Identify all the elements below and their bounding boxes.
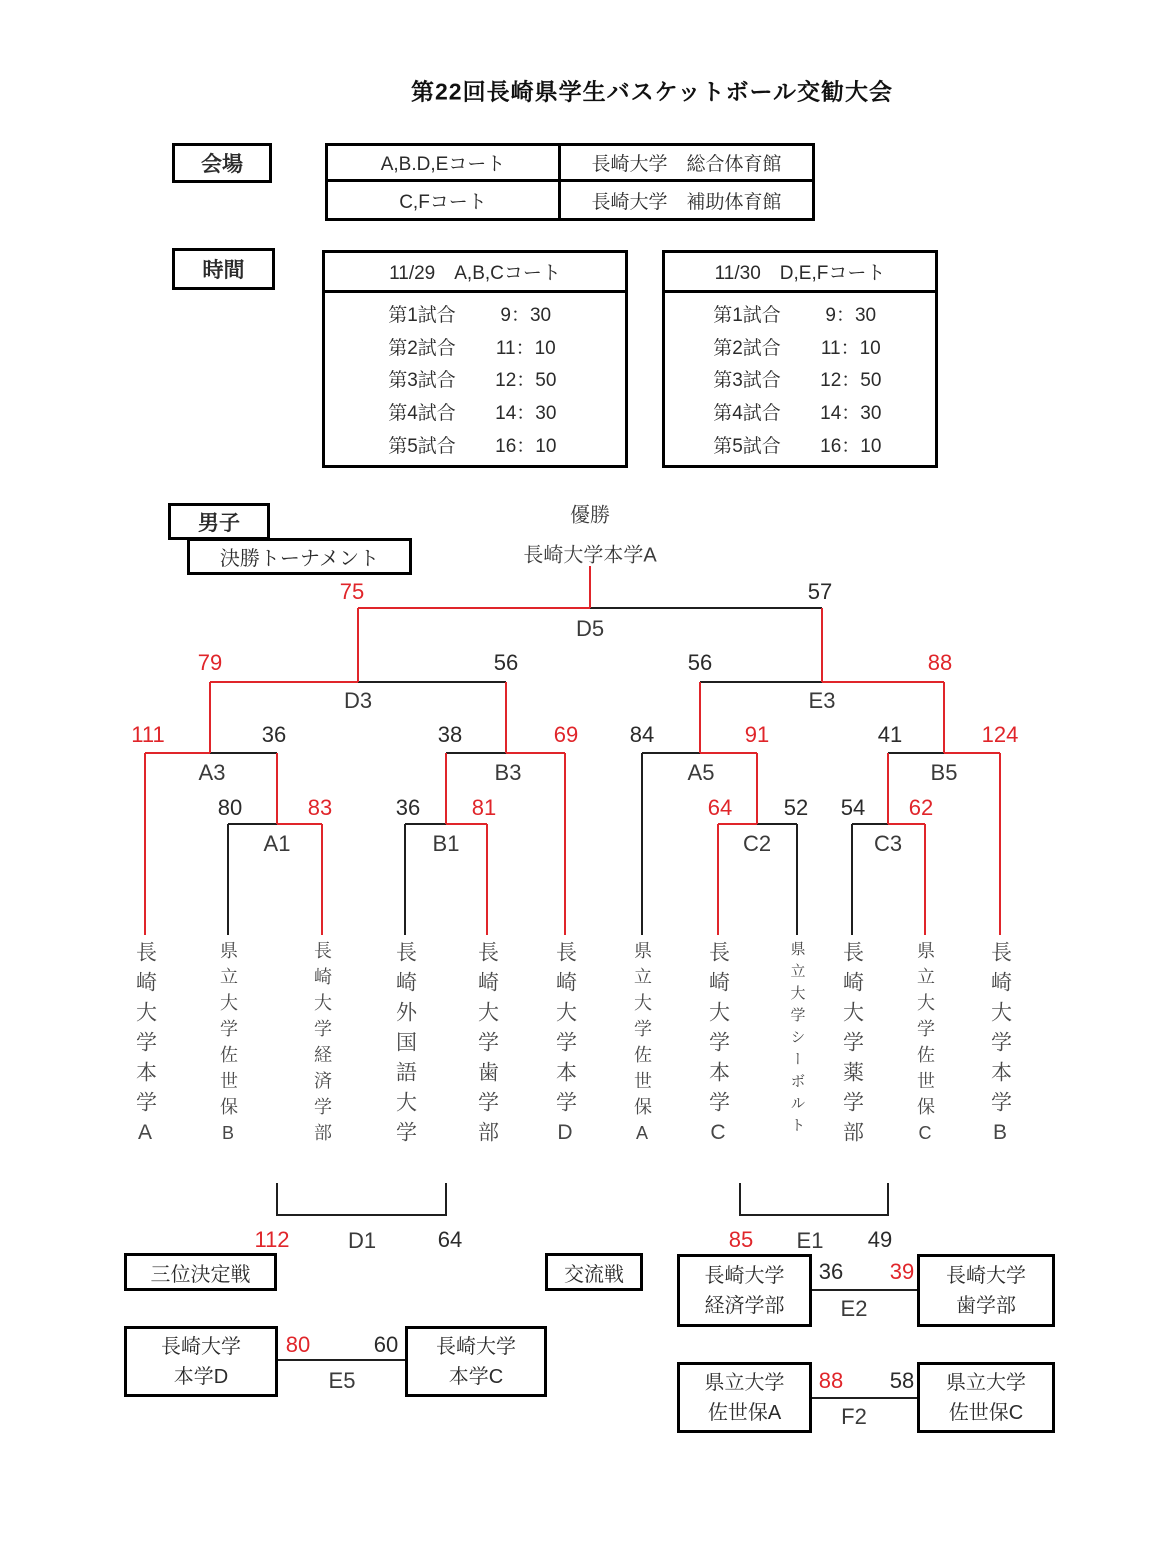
bracket-lines-red [145,566,1000,935]
score-d5-left: 75 [339,579,365,604]
team-name-6: 長崎大学本学D [553,941,577,1153]
game-time: 11：10 [495,337,556,359]
score-d3-left: 79 [197,650,223,675]
team-name-7: 県立大学佐世保A [632,941,652,1151]
team-name-2: 県立大学佐世保B [218,941,238,1151]
match-label-e2: E2 [840,1296,868,1321]
team-name-11: 県立大学佐世保C [915,941,935,1151]
team-line: 歯学部 [956,1294,1016,1317]
score-e3-left: 56 [687,650,713,675]
match-label-f2: F2 [841,1404,867,1429]
match-label-c3: C3 [873,831,903,856]
game-time: 12：50 [495,370,557,392]
venue-court-row2: C,Fコート [328,182,561,218]
game-time: 16：10 [820,436,882,458]
venue-place-row1: 長崎大学 総合体育館 [561,146,812,182]
team-line: 県立大学 [704,1371,785,1394]
score-a5-right: 91 [744,722,770,747]
match-label-e1: E1 [796,1228,824,1253]
score-c2-right: 52 [783,795,809,820]
game-label: 第2試合 [713,337,781,359]
score-d1-right: 64 [437,1227,463,1252]
team-line: 長崎大学 [161,1335,241,1358]
score-a5-left: 84 [629,722,655,747]
game-time: 9：30 [500,304,552,326]
exchange-e2-right-box [917,1254,1055,1327]
score-f2-right: 58 [889,1368,915,1393]
score-c3-left: 54 [840,795,866,820]
stage-box: 決勝トーナメント [187,538,412,575]
venue-court-row1: A,B.D,Eコート [328,146,561,182]
score-f2-left: 88 [818,1368,844,1393]
score-d5-right: 57 [807,579,833,604]
team-line: 本学D [173,1365,229,1388]
team-line: 長崎大学 [436,1335,516,1358]
third-place-left-box [124,1326,278,1397]
team-line: 佐世保C [948,1401,1024,1424]
score-a3-left: 111 [131,722,165,747]
score-b5-right: 124 [981,722,1019,747]
match-label-b5: B5 [930,760,958,785]
category-box: 男子 [168,503,270,540]
team-name-4: 長崎外国語大学 [393,941,417,1151]
third-place-heading: 三位決定戦 [124,1253,277,1291]
score-a1-left: 80 [217,795,243,820]
team-name-5: 長崎大学歯学部 [475,941,499,1151]
match-label-a5: A5 [687,760,715,785]
team-name-3: 長崎大学経済学部 [312,941,332,1149]
game-label: 第1試合 [388,304,456,326]
champion-team: 長崎大学本学A [523,544,657,567]
exchange-heading: 交流戦 [545,1253,643,1291]
score-e2-left: 36 [818,1259,844,1284]
match-label-a3: A3 [198,760,226,785]
match-label-e5: E5 [328,1368,356,1393]
third-place-right-box [405,1326,547,1397]
venue-place-row2: 長崎大学 補助体育館 [591,191,782,213]
match-label-b3: B3 [494,760,522,785]
match-label-c2: C2 [742,831,772,856]
team-name-8: 長崎大学本学C [706,941,730,1153]
team-line: 本学C [448,1365,504,1388]
team-name-10: 長崎大学薬学部 [840,941,864,1151]
score-d1-left: 112 [254,1227,290,1252]
team-line: 佐世保A [707,1401,782,1424]
team-name-9: 県立大学シーボルト [788,941,806,1139]
page-title: 第22回長崎県学生バスケットボール交勧大会 [411,78,893,105]
score-b1-left: 36 [395,795,421,820]
score-b3-left: 38 [437,722,463,747]
schedule-header-1129: 11/29 A,B,Cコート [325,253,625,293]
game-label: 第3試合 [713,370,781,392]
score-d3-right: 56 [493,650,519,675]
game-time: 9：30 [825,304,877,326]
match-label-b1: B1 [432,831,460,856]
game-time: 11：10 [820,337,881,359]
game-time: 14：30 [495,403,557,425]
score-e3-right: 88 [927,650,953,675]
game-label: 第3試合 [388,370,456,392]
exchange-f2-right-box [917,1362,1055,1433]
score-e1-right: 49 [867,1227,893,1252]
score-b3-right: 69 [553,722,579,747]
game-label: 第1試合 [713,304,781,326]
match-label-d3: D3 [343,688,373,713]
team-line: 長崎大学 [946,1264,1026,1287]
score-a1-right: 83 [307,795,333,820]
score-e5-left: 80 [285,1332,311,1357]
score-c3-right: 62 [908,795,934,820]
exchange-f2-left-box [677,1362,812,1433]
game-label: 第2試合 [388,337,456,359]
score-e2-right: 39 [889,1259,915,1284]
game-time: 12：50 [820,370,882,392]
team-line: 経済学部 [704,1294,785,1317]
schedule-header-1130: 11/30 D,E,Fコート [665,253,935,293]
exchange-e2-left-box [677,1254,812,1327]
match-label-e3: E3 [808,688,836,713]
schedule-label: 時間 [172,248,275,290]
venue-label: 会場 [172,143,272,183]
match-label-d1: D1 [347,1228,377,1253]
game-label: 第4試合 [388,403,456,425]
game-time: 16：10 [495,436,557,458]
match-label-d5: D5 [575,616,605,641]
game-label: 第4試合 [713,403,781,425]
game-time: 14：30 [820,403,882,425]
team-name-1: 長崎大学本学A [133,941,157,1153]
champion-label: 優勝 [570,504,610,527]
score-b1-right: 81 [471,795,497,820]
team-line: 県立大学 [946,1371,1026,1394]
team-name-12: 長崎大学本学B [988,941,1012,1153]
score-e1-left: 85 [728,1227,754,1252]
score-a3-right: 36 [261,722,287,747]
score-b5-left: 41 [877,722,903,747]
game-label: 第5試合 [713,436,781,458]
score-e5-right: 60 [373,1332,399,1357]
team-line: 長崎大学 [704,1264,785,1287]
score-c2-left: 64 [707,795,733,820]
match-label-a1: A1 [263,831,291,856]
game-label: 第5試合 [388,436,456,458]
